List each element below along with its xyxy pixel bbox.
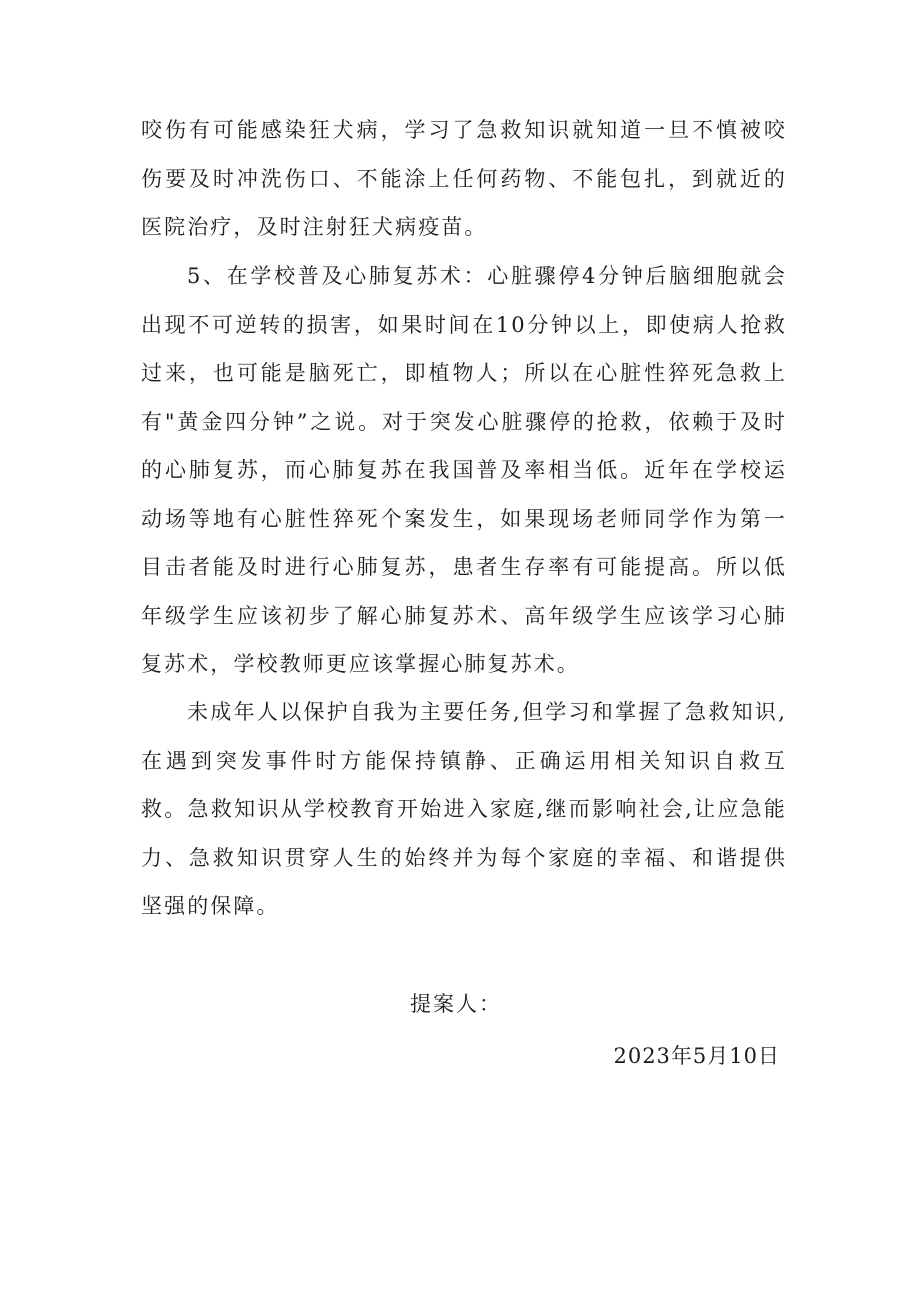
paragraph-conclusion: 未成年人以保护自我为主要任务,但学习和掌握了急救知识,在遇到突发事件时方能保持镇静、正确运用相关知识自救互救。急救知识从学校教育开始进入家庭,继而影响社会,让应急能力、急救知识贯穿人生的始终并为每个家庭的幸福、和谐提供坚强的保障。 xyxy=(141,700,787,918)
paragraph-heading: 在学校普及心肺复苏术 xyxy=(226,264,464,288)
paragraph-rabies-first-aid: 咬伤有可能感染狂犬病，学习了急救知识就知道一旦不慎被咬伤要及时冲洗伤口、不能涂上任何药物、不能包扎，到就近的医院治疗，及时注射狂犬病疫苗。 xyxy=(141,118,787,239)
paragraph-number: 5、 xyxy=(187,264,227,288)
proposer-signature-label: 提案人： xyxy=(410,992,502,1016)
paragraph-cpr-in-schools xyxy=(141,252,787,689)
paragraph-body: ：心脏骤停4分钟后脑细胞就会出现不可逆转的损害，如果时间在10分钟以上，即使病人抢救过来，也可能是脑死亡，即植物人；所以在心脏性猝死急救上有"黄金四分钟”之说。对于突发心脏骤停的抢救，依赖于及时的心肺复苏，而心肺复苏在我国普及率相当低。近年在学校运动场等地有心脏性猝死个案发生，如果现场老师同学作为第一目击者能及时进行心肺复苏，患者生存率有可能提高。所以低年级学生应该初步了解心肺复苏术、高年级学生应该学习心肺复苏术，学校教师更应该掌握心肺复苏术。 xyxy=(141,264,788,676)
document-date: 2023年5月10日 xyxy=(613,1044,780,1068)
